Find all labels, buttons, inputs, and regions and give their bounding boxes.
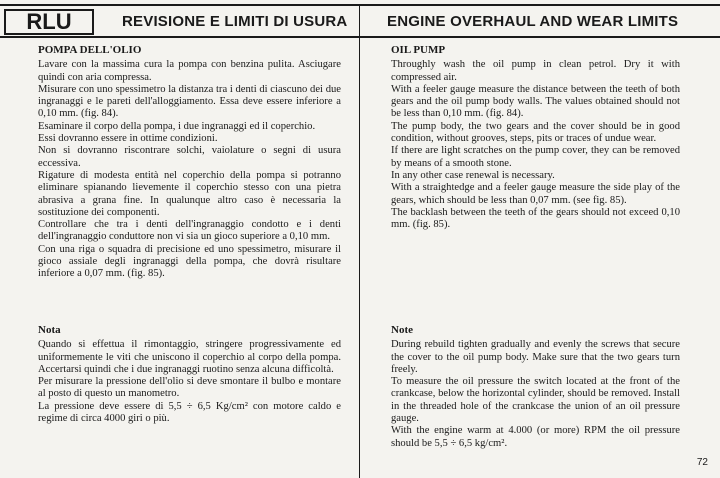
note-paragraph: With the engine warm at 4.000 (or more) RPM the oil pressure should be 5,5 ÷ 6,5 kg/cm². bbox=[391, 425, 680, 449]
paragraph: Essi dovranno essere in ottime condizioni. bbox=[38, 133, 218, 145]
paragraph: Misurare con uno spessimetro la distanza tra i denti di ciascuno dei due ingranaggi e le pareti dell'alloggiamento. Essa deve essere inferiore a 0,10 mm. (fig. 84). bbox=[38, 83, 341, 120]
section-title-english: OIL PUMP bbox=[391, 44, 446, 56]
page-header bbox=[0, 4, 720, 38]
italian-column bbox=[38, 44, 341, 425]
header-divider bbox=[359, 6, 360, 36]
paragraph: Lavare con la massima cura la pompa con benzina pulita. Asciugare quindi con aria compressa. bbox=[38, 59, 341, 83]
paragraph: With a straightedge and a feeler gauge measure the side play of the gears, which should be less than 0,07 mm. (see fig. 85). bbox=[391, 182, 680, 206]
note-paragraph: Quando si effettua il rimontaggio, stringere progressivamente ed uniformemente le viti che uniscono il coperchio al corpo della pompa. Accertarsi quindi che i due ingranaggi ruotino senza alcuna difficoltà. bbox=[38, 339, 341, 375]
section-title-italian: POMPA DELL'OLIO bbox=[38, 44, 142, 56]
note-paragraph: To measure the oil pressure the switch located at the front of the crankcase, below the horizontal cylinder, should be removed. Install in the threaded hole of the crankcase the union of an oil pressure gauge. bbox=[391, 376, 680, 425]
note-paragraph: Per misurare la pressione dell'olio si deve smontare il bulbo e montare al posto di questo un manometro. bbox=[38, 376, 341, 400]
column-divider bbox=[359, 38, 360, 478]
note-paragraph: La pressione deve essere di 5,5 ÷ 6,5 Kg/cm² con motore caldo e regime di circa 4000 giri o più. bbox=[38, 400, 341, 425]
paragraph: Rigature di modesta entità nel coperchio della pompa si potranno eliminare spianando lievemente il coperchio stesso con una pietra abrasiva a grana fine. In qualunque altro caso è necessaria la sostituzione dei componenti. bbox=[38, 169, 341, 218]
note-block-italian bbox=[38, 324, 341, 425]
section-badge: RLU bbox=[4, 9, 94, 35]
header-title-english: ENGINE OVERHAUL AND WEAR LIMITS bbox=[387, 13, 679, 30]
paragraph: If there are light scratches on the pump cover, they can be removed by means of a smooth stone. bbox=[391, 145, 680, 169]
header-title-italian: REVISIONE E LIMITI DI USURA bbox=[122, 13, 348, 30]
paragraph: In any other case renewal is necessary. bbox=[391, 169, 555, 181]
english-column bbox=[391, 44, 680, 449]
paragraph: Esaminare il corpo della pompa, i due ingranaggi ed il coperchio. bbox=[38, 120, 316, 132]
note-title-english: Note bbox=[391, 324, 413, 336]
page-number: 72 bbox=[696, 457, 708, 468]
paragraph: The backlash between the teeth of the gears should not exceed 0,10 mm. (fig. 85). bbox=[391, 206, 680, 231]
note-title-italian: Nota bbox=[38, 324, 61, 336]
note-block-english bbox=[391, 324, 680, 450]
paragraph: Con una riga o squadra di precisione ed uno spessimetro, misurare il gioco assiale degli ingranaggi della pompa, che dovrà risultare inferiore a 0,07 mm. (fig. 85). bbox=[38, 243, 341, 280]
paragraph: Throughly wash the oil pump in clean petrol. Dry it with compressed air. bbox=[391, 59, 680, 83]
paragraph: Controllare che tra i denti dell'ingranaggio condotto e i denti dell'ingranaggio conduttore non vi sia un gioco superiore a 0,10 mm. bbox=[38, 219, 341, 243]
paragraph: With a feeler gauge measure the distance between the teeth of both gears and the oil pump body walls. The values obtained should not be less than 0,10 mm. (fig. 84). bbox=[391, 83, 680, 120]
paragraph: Non si dovranno riscontrare solchi, vaiolature o segni di usura eccessiva. bbox=[38, 145, 341, 169]
paragraph: The pump body, the two gears and the cover should be in good condition, without grooves, steps, pits or traces of undue wear. bbox=[391, 120, 680, 145]
note-paragraph: During rebuild tighten gradually and evenly the screws that secure the cover to the oil pump body. Make sure that the two gears turn freely. bbox=[391, 339, 680, 375]
